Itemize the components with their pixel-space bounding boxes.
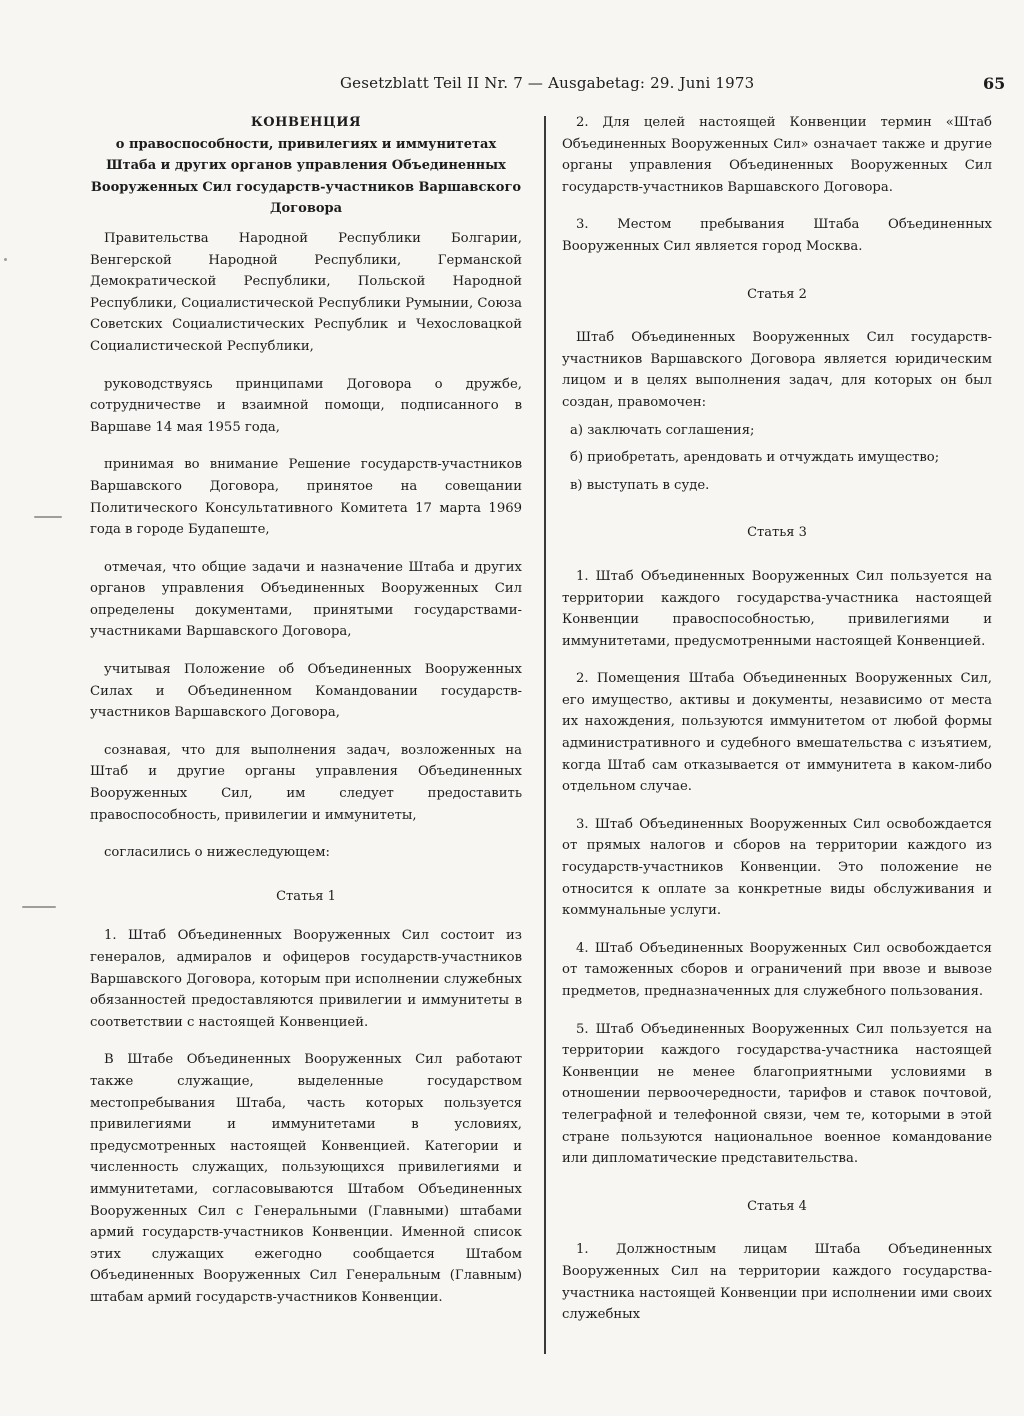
article-heading: Статья 3 [747,525,807,541]
list-item: в) выступать в суде. [570,477,710,493]
title-line: Штаба и других органов управления Объединенных [106,158,506,174]
paragraph: сознавая, что для выполнения задач, возложенных на Штаб и другие органы управления Объединенных Вооруженных Сил, им следует предоставить правоспособность, привилегии и иммунитеты, [90,742,522,823]
page-number: 65 [983,74,1006,93]
column-divider [544,116,546,1354]
paragraph: 2. Помещения Штаба Объединенных Вооруженных Сил, его имущество, активы и документы, независимо от места их нахождения, пользуются иммунитетом от любой формы административного и судебного вмешательства с изъятием, когда Штаб сам отказывается от иммунитета в каком-либо отдельном случае. [562,671,992,795]
left-column [90,112,522,1309]
scan-mark [22,906,56,908]
title-line: КОНВЕНЦИЯ [250,115,362,130]
right-column [562,112,992,1326]
title-line: Вооруженных Сил государств-участников Варшавского [90,179,522,195]
page-header [0,74,1024,98]
paragraph: Правительства Народной Республики Болгарии, Венгерской Народной Республики, Германской Демократической Республики, Польской Народной Республики, Социалистической Республики Румынии, Союза Советских Социалистических Республик и Чехословацкой Социалистической Республики, [90,230,522,354]
paragraph: 3. Штаб Объединенных Вооруженных Сил освобождается от прямых налогов и сборов на территории каждого из государств-участников Конвенции. Это положение не относится к оплате за конкретные виды обслуживания и коммунальные услуги. [562,816,992,919]
paragraph: принимая во внимание Решение государств-участников Варшавского Договора, принятое на совещании Политического Консультативного Комитета 17 марта 1969 года в городе Будапеште, [90,457,522,538]
scan-mark [4,258,7,261]
article-heading: Статья 1 [276,888,336,904]
article-heading: Статья 4 [747,1198,807,1214]
paragraph: 1. Должностным лицам Штаба Объединенных Вооруженных Сил на территории каждого государства-участника настоящей Конвенции при исполнении ими своих служебных [562,1242,992,1323]
paragraph: 3. Местом пребывания Штаба Объединенных Вооруженных Сил является город Москва. [562,217,992,254]
article-heading: Статья 2 [747,286,807,302]
paragraph: 1. Штаб Объединенных Вооруженных Сил пользуется на территории каждого государства-участника настоящей Конвенции правоспособностью, привилегиями и иммунитетами, предусмотренными настоящей Конвенцией. [562,568,992,649]
list-item: а) заключать соглашения; [570,422,755,438]
paragraph: 2. Для целей настоящей Конвенции термин «Штаб Объединенных Вооруженных Сил» означает также и другие органы управления Объединенных Вооруженных Сил государств-участников Варшавского Договора. [562,115,992,195]
paragraph: 1. Штаб Объединенных Вооруженных Сил состоит из генералов, адмиралов и офицеров государств-участников Варшавского Договора, которым при исполнении служебных обязанностей предоставляются привилегии и иммунитеты в соответствии с настоящей Конвенцией. [90,928,522,1030]
paragraph: Штаб Объединенных Вооруженных Сил государств-участников Варшавского Договора является юридическим лицом и в целях выполнения задач, для которых он был создан, правомочен: [562,330,992,410]
paragraph: 4. Штаб Объединенных Вооруженных Сил освобождается от таможенных сборов и ограничений при ввозе и вывозе предметов, предназначенных для служебного пользования. [562,940,992,999]
paragraph: руководствуясь принципами Договора о дружбе, сотрудничестве и взаимной помощи, подписанного в Варшаве 14 мая 1955 года, [90,376,522,435]
paragraph: В Штабе Объединенных Вооруженных Сил работают также служащие, выделенные государством местопребывания Штаба, часть которых пользуется привилегиями и иммунитетами в условиях, предусмотренных настоящей Конвенцией. Категории и численность служащих, пользующихся привилегиями и иммунитетами, согласовываются Штабом Объединенных Вооруженных Сил с Генеральными (Главными) штабами армий государств-участников Конвенции. Именной список этих служащих ежегодно сообщается Штабом Объединенных Вооруженных Сил Генеральным (Главным) штабам армий государств-участников Конвенции. [90,1052,522,1305]
gazette-title: Gesetzblatt Teil II Nr. 7 — Ausgabetag: 29. Juni 1973 [340,74,755,92]
paragraph: учитывая Положение об Объединенных Вооруженных Силах и Объединенном Командовании государств-участников Варшавского Договора, [90,662,522,721]
paragraph: согласились о нижеследующем: [104,845,330,861]
paragraph: 5. Штаб Объединенных Вооруженных Сил пользуется на территории каждого государства-участника настоящей Конвенции не менее благоприятными условиями в отношении первоочередности, тарифов и ставок почтовой, телеграфной и телефонной связи, чем те, которыми в этой стране пользуются национальное военное командование или дипломатические представительства. [562,1021,992,1167]
document-title [90,112,522,220]
scan-mark [34,516,62,518]
paragraph: отмечая, что общие задачи и назначение Штаба и других органов управления Объединенных Вооруженных Сил определены документами, принятыми государствами- участниками Варшавского Договора, [90,559,522,640]
title-line: о правоспособности, привилегиях и иммунитетах [115,136,497,152]
list-item: б) приобретать, арендовать и отчуждать имущество; [570,450,940,466]
title-line: Договора [269,201,343,217]
